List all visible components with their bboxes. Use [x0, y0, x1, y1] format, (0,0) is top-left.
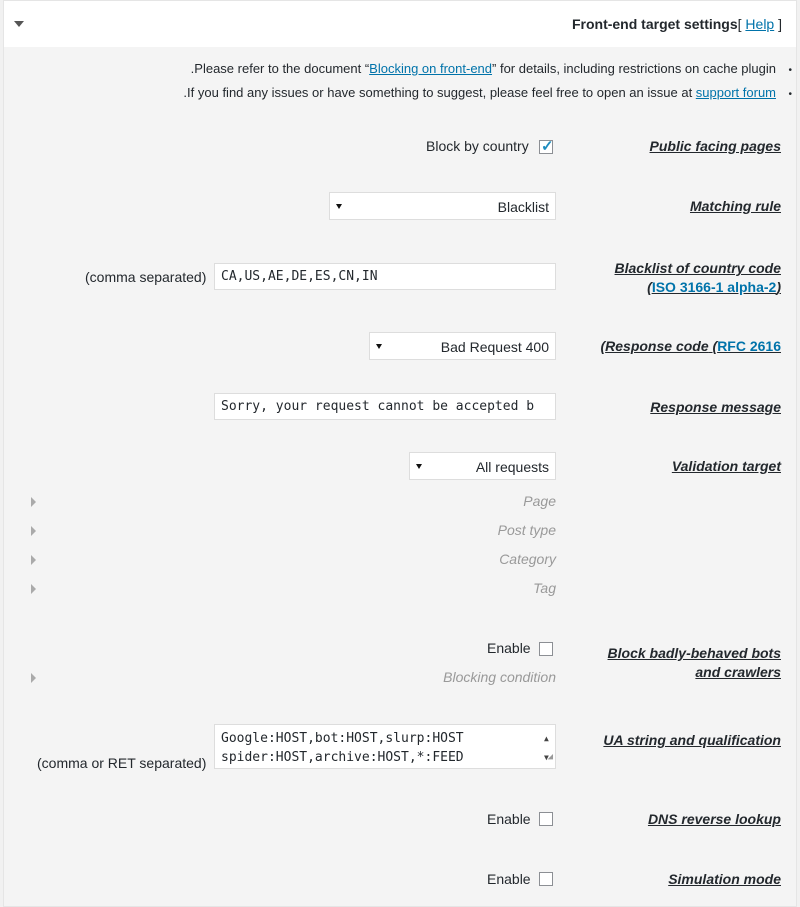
response-code-heading-text: Response code [605, 338, 709, 354]
help-link[interactable]: Help [745, 16, 775, 32]
simulation-enable-checkbox[interactable] [539, 872, 553, 886]
bots-heading-line1: Block badly-behaved bots [607, 645, 781, 661]
note-document [191, 61, 776, 76]
sub-item-post-type-label: Post type [497, 522, 556, 538]
blocking-condition-label: Blocking condition [443, 669, 556, 685]
blacklist-heading-text: Blacklist of country code [614, 260, 781, 276]
expand-arrow-icon[interactable] [31, 584, 36, 594]
collapse-toggle-icon[interactable] [14, 21, 24, 27]
dns-enable-label: Enable [487, 811, 531, 827]
dropdown-arrow-icon [416, 464, 422, 469]
support-forum-link[interactable]: support forum [695, 85, 776, 100]
matching-rule-heading: Matching rule [689, 198, 781, 214]
ua-string-heading: UA string and qualification [603, 732, 781, 748]
simulation-enable-label: Enable [487, 871, 531, 887]
validation-target-select[interactable] [409, 452, 556, 480]
note-issue [183, 85, 776, 100]
section-title [572, 16, 782, 32]
panel-header[interactable] [4, 1, 796, 48]
dropdown-arrow-icon [336, 204, 342, 209]
matching-rule-value: Blacklist [497, 199, 549, 215]
response-message-input[interactable]: Sorry, your request cannot be accepted b [214, 393, 556, 420]
iso-3166-link[interactable]: ISO 3166-1 alpha-2 [651, 279, 777, 295]
rfc-2616-link[interactable]: RFC 2616 [717, 338, 781, 354]
settings-body [4, 47, 796, 906]
ua-string-line2: spider:HOST,archive:HOST,*:FEED [221, 750, 464, 765]
validation-target-value: All requests [475, 459, 549, 475]
resize-handle-icon[interactable]: ◢ [547, 752, 553, 762]
matching-rule-select[interactable] [329, 192, 556, 220]
bullet-icon: • [788, 89, 792, 100]
dns-enable-checkbox[interactable] [539, 812, 553, 826]
blocking-on-front-end-link[interactable]: Blocking on front-end [369, 61, 493, 76]
block-by-country-checkbox[interactable] [539, 140, 553, 154]
comma-separated-hint: (comma separated) [85, 269, 207, 285]
expand-arrow-icon[interactable] [31, 526, 36, 536]
sub-item-tag[interactable] [4, 578, 796, 600]
block-by-country-label: Block by country [426, 138, 529, 154]
checkmark-icon: ✓ [541, 138, 554, 155]
sub-item-page-label: Page [523, 493, 556, 509]
scroll-arrows-icon[interactable]: ▲ ▼ [544, 734, 549, 762]
note-issue-prefix: .If you find any issues or have something to suggest, please feel free to open an issue at [183, 85, 696, 100]
sub-item-category-label: Category [499, 551, 556, 567]
ua-string-textarea[interactable] [214, 724, 556, 769]
expand-arrow-icon[interactable] [31, 555, 36, 565]
response-code-select[interactable] [369, 332, 556, 360]
help-bracket-close: ] [778, 16, 782, 32]
validation-target-heading: Validation target [671, 458, 781, 474]
dns-lookup-heading: DNS reverse lookup [647, 811, 781, 827]
settings-panel [3, 0, 797, 907]
comma-or-ret-hint: (comma or RET separated) [37, 755, 207, 771]
sub-item-page[interactable] [4, 491, 796, 513]
bots-enable-checkbox[interactable] [539, 642, 553, 656]
blocking-condition-row[interactable] [4, 667, 796, 689]
ua-string-line1: Google:HOST,bot:HOST,slurp:HOST [221, 731, 464, 746]
bots-heading-line2: and crawlers [695, 664, 781, 680]
sub-item-post-type[interactable] [4, 520, 796, 542]
blacklist-paren-open: ( [647, 279, 652, 295]
section-title-text: Front-end target settings [571, 16, 738, 32]
expand-arrow-icon[interactable] [31, 673, 36, 683]
response-code-heading [600, 337, 781, 356]
country-code-input[interactable]: CA,US,AE,DE,ES,CN,IN [214, 263, 556, 290]
bots-enable-label: Enable [487, 640, 531, 656]
rfc-paren-open: ( [712, 338, 718, 354]
help-bracket-open: [ [737, 16, 742, 32]
sub-item-category[interactable] [4, 549, 796, 571]
expand-arrow-icon[interactable] [31, 497, 36, 507]
response-message-heading: Response message [650, 399, 781, 415]
note-document-suffix: ” for details, including restrictions on cache plugin [492, 61, 776, 76]
response-code-value: Bad Request 400 [440, 339, 549, 355]
response-code-paren-open: ( [600, 338, 606, 354]
simulation-heading: Simulation mode [668, 871, 781, 887]
note-document-prefix: .Please refer to the document “ [190, 61, 370, 76]
public-facing-heading: Public facing pages [649, 138, 781, 154]
blacklist-paren-close: ) [776, 279, 781, 295]
bullet-icon: • [788, 65, 792, 76]
blacklist-heading [615, 259, 781, 297]
sub-item-tag-label: Tag [533, 580, 556, 596]
dropdown-arrow-icon [376, 344, 382, 349]
